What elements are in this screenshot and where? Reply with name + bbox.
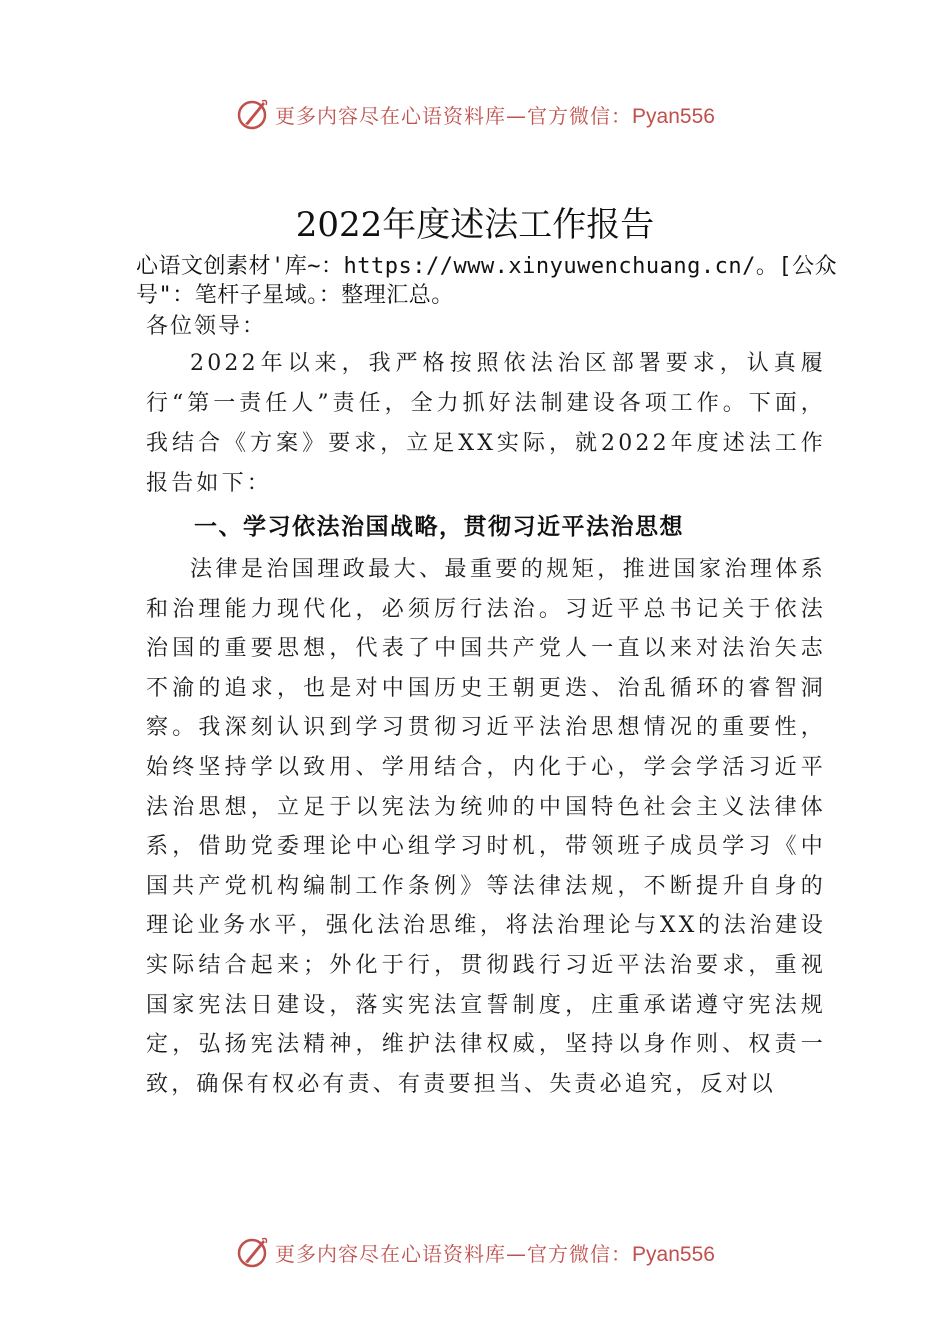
header-banner — [0, 94, 950, 134]
document-title: 2022年度述法工作报告 — [295, 205, 655, 245]
banner-text: 更多内容尽在心语资料库—官方微信：Pyan556 — [275, 1241, 715, 1266]
wechat-id: Pyan556 — [632, 104, 715, 128]
greeting: 各位领导： — [146, 314, 267, 339]
footer-banner — [0, 1232, 950, 1272]
quill-logo-icon — [235, 1234, 271, 1270]
source-note: 心语文创素材'库~：https://www.xinyuwenchuang.cn/。[公众号"：笔杆子星域。：整理汇总。 — [136, 254, 838, 308]
section-heading: 一、学习依法治国战略，贯彻习近平法治思想 — [194, 514, 684, 540]
wechat-id: Pyan556 — [632, 1242, 715, 1266]
section-body-paragraph: 法律是治国理政最大、最重要的规矩，推进国家治理体系和治理能力现代化，必须厉行法治。习近平总书记关于依法治国的重要思想，代表了中国共产党人一直以来对法治矢志不渝的追求，也是对中国历史王朝更迭、治乱循环的睿智洞察。我深刻认识到学习贯彻习近平法治思想情况的重要性，始终坚持学以致用、学用结合，内化于心，学会学活习近平法治思想，立足于以宪法为统帅的中国特色社会主义法律体系，借助党委理论中心组学习时机，带领班子成员学习《中国共产党机构编制工作条例》等法律法规，不断提升自身的理论业务水平，强化法治思维，将法治理论与XX的法治建设实际结合起来；外化于行，贯彻践行习近平法治要求，重视国家宪法日建设，落实宪法宣誓制度，庄重承诺遵守宪法规定，弘扬宪法精神，维护法律权威，坚持以身作则、权责一致，确保有权必有责、有责要担当、失责必追究，反对以 — [146, 557, 826, 1097]
banner-text: 更多内容尽在心语资料库—官方微信：Pyan556 — [275, 103, 715, 128]
intro-paragraph: 2022年以来，我严格按照依法治区部署要求，认真履行“第一责任人”责任，全力抓好法制建设各项工作。下面，我结合《方案》要求，立足XX实际，就2022年度述法工作报告如下： — [146, 351, 826, 496]
quill-logo-icon — [235, 96, 271, 132]
